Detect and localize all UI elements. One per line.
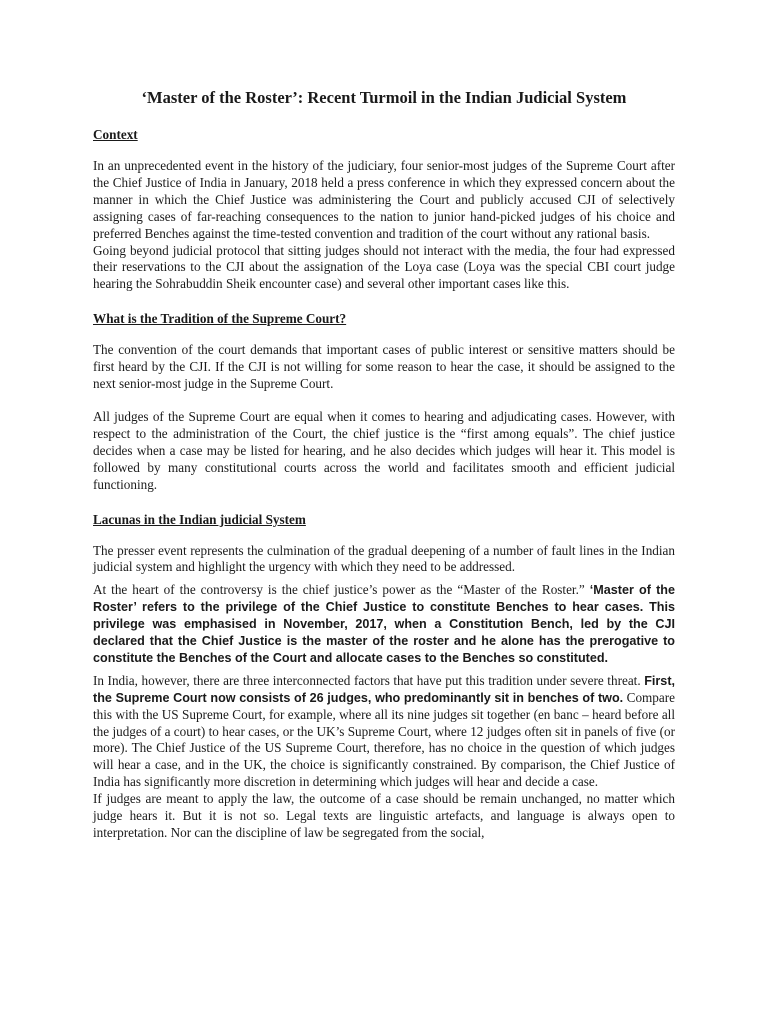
lacunas-paragraph-2-plain: At the heart of the controversy is the chief justice’s power as the “Master of the Roster.” <box>93 582 585 598</box>
master-of-roster-definition: ‘Master of the Roster’ refers to the privilege of the Chief Justice to constitute Benches to hear cases. This privilege was emphasised in November, 2017, when a Constitution Bench, led by the CJI declared that the Chief Justice is the master of the roster and he alone has the prerogative to constitute the Benches of the Court and allocate cases to the Benches so constituted. <box>93 583 676 665</box>
lacunas-paragraph-2 <box>93 582 675 667</box>
lacunas-paragraph-1: The presser event represents the culmination of the gradual deepening of a number of fault lines in the Indian judicial system and highlight the urgency with which they need to be addressed. <box>93 542 675 575</box>
first-factor-highlight: First, the Supreme Court now consists of 26 judges, who predominantly sit in benches of two. <box>93 673 676 705</box>
context-paragraph-2: Going beyond judicial protocol that sitting judges should not interact with the media, the four had expressed their reservations to the CJI about the assignation of the Loya case (Loya was the special CBI court judge hearing the Sohrabuddin Sheik encounter case) and several other important cases like this. <box>93 242 675 292</box>
tradition-paragraph-2: All judges of the Supreme Court are equal when it comes to hearing and adjudicating cases. However, with respect to the administration of the Court, the chief justice is the “first among equals”. The chief justice decides when a case may be listed for hearing, and he also decides which judges will hear it. This model is followed by many constitutional courts across the world and facilitates smooth and efficient judicial functioning. <box>93 408 675 492</box>
lacunas-paragraph-4: If judges are meant to apply the law, the outcome of a case should be remain unchanged, no matter which judge hears it. But it is not so. Legal texts are linguistic artefacts, and language is always open to interpretation. Nor can the discipline of law be segregated from the social, <box>93 791 675 840</box>
lacunas-paragraph-3-intro: In India, however, there are three interconnected factors that have put this tradition under severe threat. <box>93 672 641 688</box>
lacunas-paragraph-3-body: Compare this with the US Supreme Court, for example, where all its nine judges sit together (en banc – heard before all the judges of a court) to hear cases, or the UK’s Supreme Court, where 12 judges often sit in panels of five (or more). The Chief Justice of the US Supreme Court, therefore, has no choice in the question of which judges will hear a case, and in the UK, the choice is significantly constrained. By comparison, the Chief Justice of India has significantly more discretion in determining which judges will hear and decide a case. <box>93 689 675 790</box>
document-page <box>93 88 675 842</box>
lacunas-paragraph-3 <box>93 673 675 791</box>
tradition-paragraph-1: The convention of the court demands that important cases of public interest or sensitive matters should be first heard by the CJI. If the CJI is not willing for some reason to hear the case, it should be assigned to the next senior-most judge in the Supreme Court. <box>93 342 675 392</box>
document-title: ‘Master of the Roster’: Recent Turmoil in the Indian Judicial System <box>141 88 627 107</box>
section-heading-lacunas: Lacunas in the Indian judicial System <box>93 511 306 527</box>
section-heading-tradition: What is the Tradition of the Supreme Court? <box>93 311 347 327</box>
section-heading-context: Context <box>93 127 138 142</box>
context-paragraph-1: In an unprecedented event in the history of the judiciary, four senior-most judges of the Supreme Court after the Chief Justice of India in January, 2018 held a press conference in which they expressed concern about the manner in which the Chief Justice was administering the Court and publicly accused CJI of selectively assigning cases of far-reaching consequences to the nation to junior hand-picked judges of his choice and preferred Benches against the time-tested convention and tradition of the court without any rational basis. <box>93 158 675 241</box>
